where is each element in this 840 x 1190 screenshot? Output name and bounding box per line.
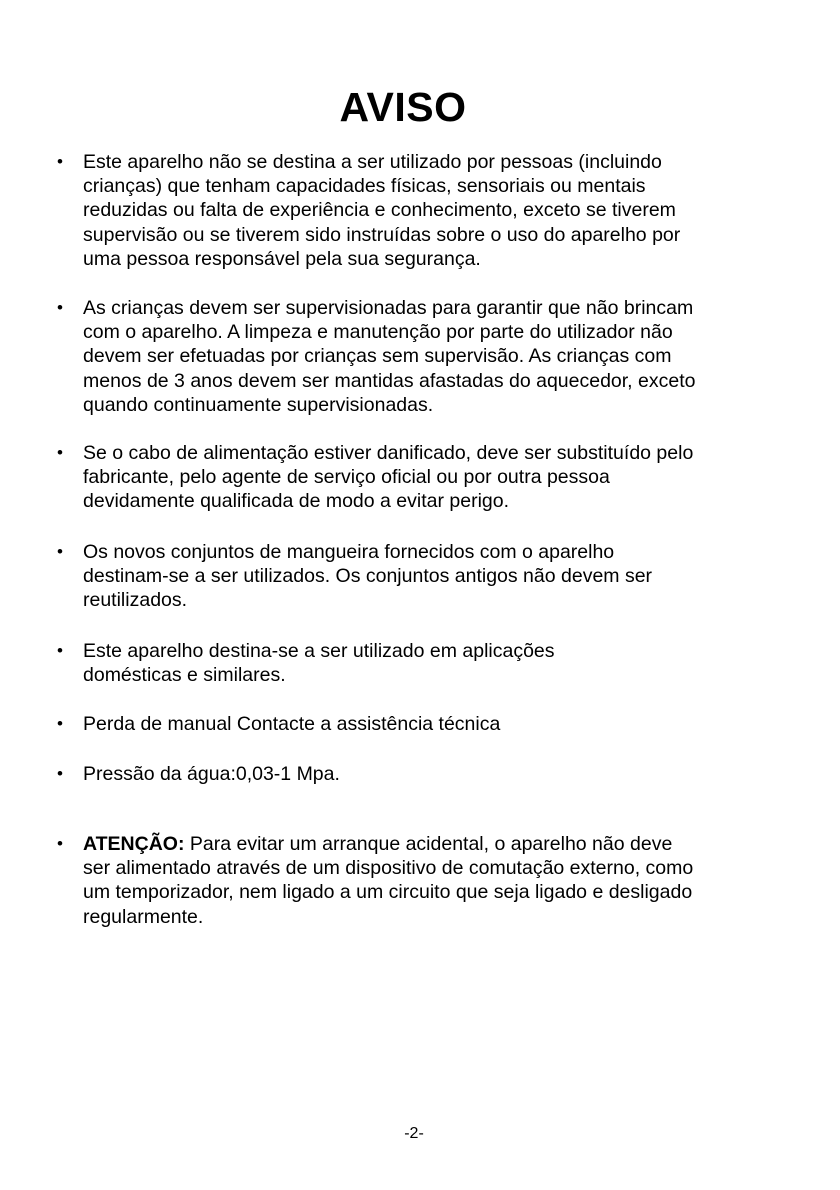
warning-text-line: devem ser efetuadas por crianças sem supervisão. As crianças com — [83, 345, 672, 368]
warning-item — [57, 540, 803, 613]
warning-text-line: menos de 3 anos devem ser mantidas afastadas do aquecedor, exceto — [83, 369, 696, 392]
warning-text-line: domésticas e similares. — [83, 664, 286, 687]
warning-text-line: Se o cabo de alimentação estiver danificado, deve ser substituído pelo — [83, 442, 694, 464]
warning-text-line: reutilizados. — [83, 589, 188, 612]
warning-text-line: crianças) que tenham capacidades físicas, sensoriais ou mentais — [83, 175, 646, 198]
page-title: AVISO — [339, 84, 467, 130]
warning-item — [57, 712, 803, 736]
warning-item — [57, 639, 803, 687]
warning-item — [57, 762, 803, 786]
warning-item — [57, 441, 803, 514]
warning-text-line — [83, 832, 803, 856]
warning-text-line: regularmente. — [83, 905, 204, 928]
warning-text-line: Perda de manual Contacte a assistência técnica — [83, 713, 501, 735]
bullet-icon: • — [57, 764, 63, 783]
warning-text-line: Este aparelho não se destina a ser utilizado por pessoas (incluindo — [83, 151, 662, 173]
warning-text-line: uma pessoa responsável pela sua segurança. — [83, 247, 481, 270]
warning-text-line: Os novos conjuntos de mangueira fornecidos com o aparelho — [83, 541, 615, 563]
bullet-icon: • — [57, 714, 63, 733]
warning-text-line: devidamente qualificada de modo a evitar perigo. — [83, 490, 510, 513]
warning-text-line: Pressão da água:0,03-1 Mpa. — [83, 763, 340, 785]
warning-text-line: destinam-se a ser utilizados. Os conjuntos antigos não devem ser — [83, 565, 653, 588]
warning-text-line: As crianças devem ser supervisionadas para garantir que não brincam — [83, 297, 694, 319]
warning-text-line: um temporizador, nem ligado a um circuito que seja ligado e desligado — [83, 881, 693, 904]
warning-item-attention — [57, 832, 803, 929]
bullet-icon: • — [57, 641, 63, 660]
warning-text-line: Este aparelho destina-se a ser utilizado em aplicações — [83, 640, 555, 662]
bullet-icon: • — [57, 298, 63, 317]
bullet-icon: • — [57, 443, 63, 462]
warning-item — [57, 296, 803, 417]
warning-text-line: supervisão ou se tiverem sido instruídas sobre o uso do aparelho por — [83, 223, 681, 246]
warning-text-line: ser alimentado através de um dispositivo de comutação externo, como — [83, 857, 694, 880]
bullet-icon: • — [57, 834, 63, 853]
page-number: -2- — [404, 1125, 424, 1142]
warning-text-line: com o aparelho. A limpeza e manutenção por parte do utilizador não — [83, 321, 673, 344]
attention-text: Para evitar um arranque acidental, o aparelho não deve — [184, 833, 673, 855]
bullet-icon: • — [57, 542, 63, 561]
warning-item — [57, 150, 803, 271]
warning-text-line: reduzidas ou falta de experiência e conhecimento, exceto se tiverem — [83, 199, 676, 222]
warning-text-line: fabricante, pelo agente de serviço oficial ou por outra pessoa — [83, 466, 610, 489]
warning-text-line: quando continuamente supervisionadas. — [83, 393, 434, 416]
bullet-icon: • — [57, 152, 63, 171]
attention-label: ATENÇÃO: — [83, 833, 185, 855]
